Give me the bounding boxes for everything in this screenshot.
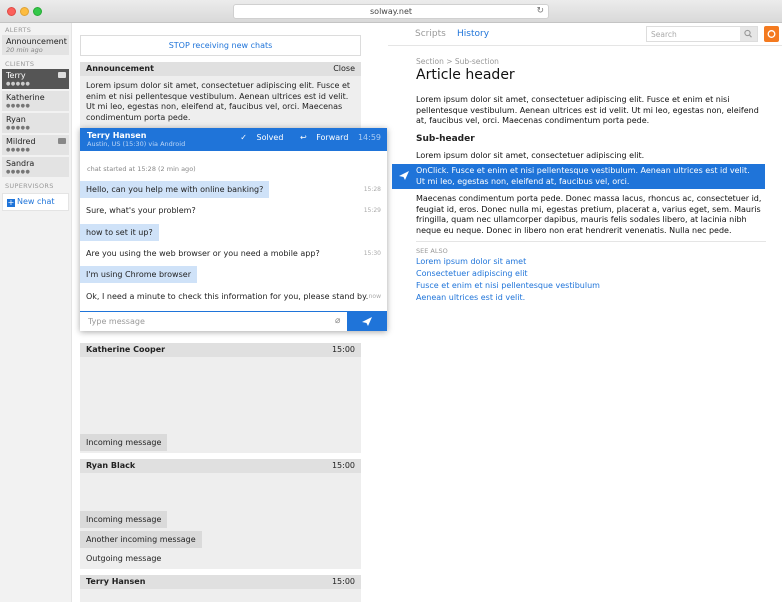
paperclip-icon[interactable]: ⌀: [335, 316, 341, 326]
bubble-icon: [58, 72, 66, 78]
maximize-window-button[interactable]: [33, 7, 42, 16]
chat-actions: [226, 133, 381, 143]
sidebar-item-ryan[interactable]: [2, 113, 69, 133]
conversation-time: 15:00: [331, 461, 355, 470]
bubble-icon: [58, 138, 66, 144]
article-paragraph: Lorem ipsum dolor sit amet, consectetuer adipiscing elit. Fusce et enim et nisi pellentesque vestibulum. Aenean ultrices est id velit. Ut mi leo, egestas non, eleifend at, faucibus vel, orci. Maecenas condimentum porta pede.: [416, 95, 759, 125]
sidebar-item-label: Announcement: [6, 37, 67, 46]
tab-history[interactable]: History: [457, 29, 490, 39]
conversation-time: 15:00: [331, 345, 355, 354]
sidebar-item-label: Katherine: [6, 93, 45, 102]
chat-time: 14:59: [357, 133, 381, 142]
announcement-close-button[interactable]: Close: [333, 64, 355, 73]
close-window-button[interactable]: [7, 7, 16, 16]
conversation-header: [80, 459, 361, 473]
sidebar-item-katherine[interactable]: [2, 91, 69, 111]
knowledge-panel: [388, 23, 782, 602]
status-dots: ●●●●●: [6, 103, 31, 109]
new-chat-button[interactable]: [2, 193, 69, 211]
sidebar-item-terry[interactable]: [2, 69, 69, 89]
search-button[interactable]: [740, 27, 757, 41]
chat-client-name: Terry Hansen: [87, 131, 147, 140]
notification-button[interactable]: [764, 26, 779, 42]
search-icon: [740, 27, 757, 41]
address-bar-url: solway.net: [370, 7, 412, 16]
plus-icon: +: [7, 198, 15, 207]
message-bubble: Are you using the web browser or you need a mobile app?: [86, 249, 320, 258]
message-input[interactable]: [80, 312, 347, 331]
announcement-body: Lorem ipsum dolor sit amet, consectetuer adipiscing elit. Fusce et enim et nisi pellentesque vestibulum. Aenean ultrices est id velit. Ut mi leo, egestas non, eleifend at, faucibus vel, orci. Maecenas condimentum porta pede.: [86, 81, 351, 122]
forward-label: Forward: [316, 133, 349, 142]
minimize-window-button[interactable]: [20, 7, 29, 16]
see-also-label: SEE ALSO: [416, 247, 448, 255]
see-also-link[interactable]: Consectetuer adipiscing elit: [416, 269, 528, 278]
supervisors-label: SUPERVISORS: [5, 182, 54, 190]
sidebar-item-sandra[interactable]: [2, 157, 69, 177]
conversation-time: 15:00: [331, 577, 355, 586]
conversation-terry[interactable]: [80, 575, 361, 602]
chat-started-note: chat started at 15:28 (2 min ago): [87, 165, 196, 173]
reload-icon[interactable]: ↻: [536, 6, 544, 16]
status-dots: ●●●●●: [6, 81, 31, 87]
sidebar-item-mildred[interactable]: [2, 135, 69, 155]
chat-messages: [80, 151, 387, 308]
sidebar-item-time: 20 min ago: [6, 46, 43, 54]
clients-label: CLIENTS: [5, 60, 35, 68]
message-input-row: [80, 311, 387, 331]
article-subheader: Sub-header: [416, 134, 475, 144]
message-time: 15:28: [363, 186, 381, 193]
divider: [416, 241, 766, 242]
solved-label: Solved: [256, 133, 284, 142]
conversation-header: [80, 575, 361, 589]
chat-column: [72, 23, 388, 602]
status-dots: ●●●●●: [6, 147, 31, 153]
see-also-link[interactable]: Fusce et enim et nisi pellentesque vestibulum: [416, 281, 600, 290]
see-also-link[interactable]: Aenean ultrices est id velit.: [416, 293, 526, 302]
tab-scripts[interactable]: Scripts: [415, 29, 446, 39]
sidebar-item-label: Terry: [6, 71, 26, 80]
new-chat-label: New chat: [17, 197, 55, 206]
article-paragraph: Lorem ipsum dolor sit amet, consectetuer adipiscing elit.: [416, 151, 645, 160]
conversation-katherine[interactable]: [80, 343, 361, 453]
check-icon: ✓: [240, 133, 247, 142]
onclick-script-text: OnClick. Fusce et enim et nisi pellentesque vestibulum. Aenean ultrices est id velit. Ut mi leo, egestas non, eleifend at, faucibus vel, orci.: [416, 166, 750, 186]
active-chat-card: [80, 128, 387, 331]
status-dots: ●●●●●: [6, 125, 31, 131]
conversation-message: Another incoming message: [80, 531, 202, 548]
message-bubble: Sure, what's your problem?: [86, 206, 196, 215]
browser-toolbar: [0, 0, 782, 23]
conversation-message: Incoming message: [80, 511, 167, 528]
onclick-script-row[interactable]: [392, 164, 765, 189]
sidebar-item-label: Mildred: [6, 137, 36, 146]
forward-icon: ↩: [299, 133, 307, 142]
send-icon: [347, 312, 387, 331]
message-bubble: Hello, can you help me with online banking?: [80, 181, 269, 198]
conversation-name: Katherine Cooper: [86, 345, 166, 354]
notification-icon: [764, 26, 779, 42]
announcement-header: [80, 62, 361, 76]
status-dots: ●●●●●: [6, 169, 31, 175]
conversation-message: Incoming message: [80, 434, 167, 451]
message-bubble: how to set it up?: [80, 224, 159, 241]
breadcrumb: Section > Sub-section: [416, 57, 499, 66]
announcement-title: Announcement: [86, 64, 154, 73]
see-also-link[interactable]: Lorem ipsum dolor sit amet: [416, 257, 527, 266]
search-box: [646, 26, 758, 42]
send-icon: [398, 170, 410, 181]
message-time: 15:29: [363, 207, 381, 214]
article-paragraph: Maecenas condimentum porta pede. Donec massa lacus, rhoncus ac, consectetuer id, feugiat id, eros. Donec nulla mi, egestas pretium, placerat a, varius eget, sem. Mauris fringilla, quam nec ullamcorper dapibus, mauris felis sodales libero, at lacinia nibh neque eu neque. Donec in libero non erat hendrerit venenatis. Nulla nec pede.: [416, 194, 762, 235]
sidebar-item-label: Sandra: [6, 159, 35, 168]
message-bubble: Ok, I need a minute to check this information for you, please stand by.: [86, 292, 369, 301]
conversation-header: [80, 343, 361, 357]
message-time: 15:30: [363, 250, 381, 257]
sidebar-item-announcement[interactable]: [2, 35, 69, 55]
search-input[interactable]: [647, 27, 741, 41]
conversation-ryan[interactable]: [80, 459, 361, 569]
send-button[interactable]: [347, 312, 387, 331]
message-bubble: I'm using Chrome browser: [80, 266, 197, 283]
conversation-message: Outgoing message: [86, 554, 162, 563]
message-time: now: [368, 293, 381, 300]
sidebar: [0, 23, 72, 602]
conversation-name: Terry Hansen: [86, 577, 146, 586]
panel-tabs: [388, 23, 782, 46]
chat-client-location: Austin, US (15:30) via Android: [87, 140, 186, 148]
sidebar-item-label: Ryan: [6, 115, 26, 124]
conversation-name: Ryan Black: [86, 461, 136, 470]
address-bar[interactable]: [233, 4, 549, 19]
solved-button[interactable]: [233, 133, 283, 142]
stop-receiving-button[interactable]: STOP receiving new chats: [80, 35, 361, 56]
chat-header: [80, 128, 387, 151]
article-title: Article header: [416, 67, 515, 83]
alerts-label: ALERTS: [5, 26, 32, 34]
forward-button[interactable]: [293, 133, 348, 142]
